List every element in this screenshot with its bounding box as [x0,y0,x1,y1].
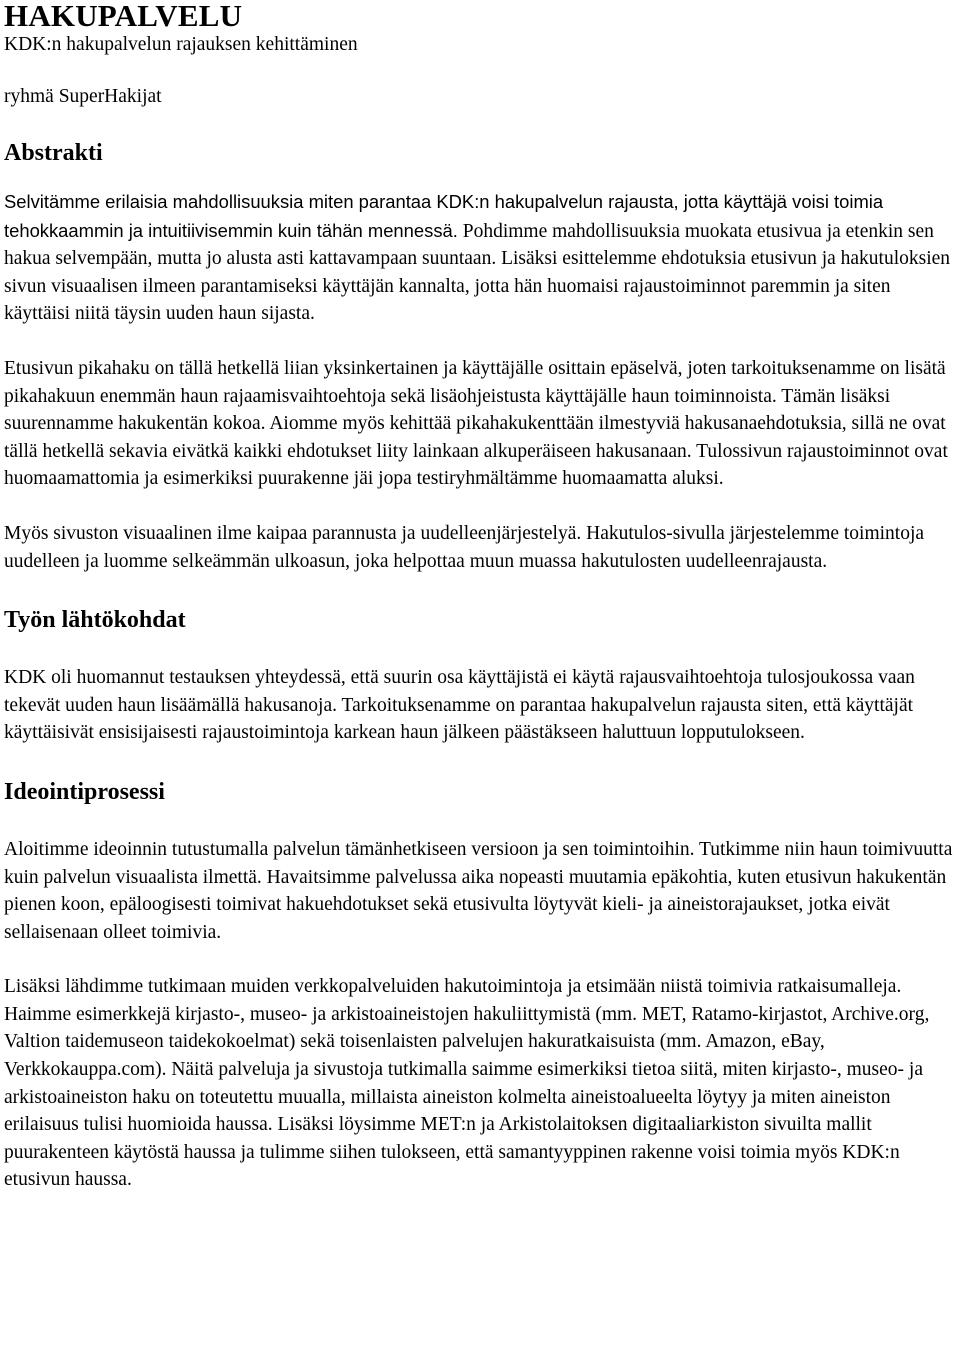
document-subtitle: KDK:n hakupalvelun rajauksen kehittäminen [4,34,358,55]
section-heading-ideation: Ideointiprosessi [4,778,165,805]
ideation-paragraph: Lisäksi lähdimme tutkimaan muiden verkkopalveluiden hakutoimintoja ja etsimään niistä toimivia ratkaisumalleja. Haimme esimerkkejä kirjasto-, museo- ja arkistoaineistojen hakuliittymistä (mm. MET, Ratamo-kirjastot, Archive.org, Valtion taidemuseon taidekokoelmat) sekä toisenlaisten palvelujen hakuratkaisuista (mm. Amazon, eBay, Verkkokauppa.com). Näitä palveluja ja sivustoja tutkimalla saimme esimerkiksi tietoa siitä, miten kirjasto-, museo- ja arkistoaineiston haku on toteutettu muualla, millaista aineiston kolmelta aineistoalueelta löytyy ja miten aineiston erilaisuus tulisi huomioida haussa. Lisäksi löysimme MET:n ja Arkistolaitoksen digitaaliarkiston sivuilta mallit puurakenteen käytöstä haussa ja tulimme siihen tulokseen, että samantyyppinen rakenne voisi toimia myös KDK:n etusivun haussa. [4,976,930,1191]
abstract-paragraph: Etusivun pikahaku on tällä hetkellä liian yksinkertainen ja käyttäjälle osittain epäselvä, joten tarkoituksenamme on lisätä pikahakuun enemmän haun rajaamisvaihtoehtoja sekä lisäohjeistusta käyttäjälle haun toiminnoista. Tämän lisäksi suurennamme hakukentän kokoa. Aiomme myös kehittää pikahakukenttään ilmestyviä hakusanaehdotuksia, sillä ne ovat tällä hetkellä sekavia eivätkä kaikki ehdotukset liity lainkaan alkuperäiseen hakusanaan. Tulossivun rajaustoiminnot ovat huomaamattomia ja esimerkiksi puurakenne jäi jopa testiryhmältämme huomaamatta aluksi. [4,357,948,490]
starting-points-paragraph: KDK oli huomannut testauksen yhteydessä, että suurin osa käyttäjistä ei käytä rajausvaihtoehtoja tulosjoukossa vaan tekevät uuden haun lisäämällä hakusanoja. Tarkoituksenamme on parantaa hakupalvelun rajausta siten, että käyttäjät käyttäisivät ensisijaisesti rajaustoimintoja karkean haun jälkeen päästäkseen haluttuun lopputulokseen. [4,667,915,744]
abstract-paragraph-serif-part: Pohdimme mahdollisuuksia muokata etusivua ja etenkin sen hakua selvempään, mutta jo alusta asti kattavampaan suuntaan. Lisäksi esittelemme ehdotuksia etusivun ja hakutuloksien sivun visuaalisen ilmeen parantamiseksi käyttäjän kannalta, jotta hän huomaisi rajaustoiminnot paremmin ja siten käyttäisi niitä täysin uuden haun sijasta. [4,220,951,325]
group-name: ryhmä SuperHakijat [4,86,162,107]
abstract-paragraph-sans-part: Selvitämme erilaisia mahdollisuuksia miten parantaa KDK:n hakupalvelun rajausta, jotta käyttäjä voisi toimia tehokkaammin ja intuitiivisemmin kuin tähän mennessä. [4,191,884,241]
abstract-paragraph [4,188,956,328]
ideation-paragraph: Aloitimme ideoinnin tutustumalla palvelun tämänhetkiseen versioon ja sen toimintoihin. Tutkimme niin haun toimivuutta kuin palvelun visuaalista ilmettä. Havaitsimme palvelussa aika nopeasti muutamia epäkohtia, kuten etusivun hakukentän pienen koon, epäloogisesti toimivat hakuehdotukset sekä etusivulta löytyvät kieli- ja aineistorajaukset, jotka eivät sellaisenaan olleet toimivia. [4,838,953,943]
document-page [4,0,956,1194]
document-title: HAKUPALVELU [4,0,243,33]
section-heading-abstract: Abstrakti [4,140,103,166]
abstract-paragraph: Myös sivuston visuaalinen ilme kaipaa parannusta ja uudelleenjärjestelyä. Hakutulos-sivulla järjestelemme toimintoja uudelleen ja luomme selkeämmän ulkoasun, joka helpottaa muun muassa hakutulosten uudelleenrajausta. [4,522,925,572]
section-heading-starting-points: Työn lähtökohdat [4,607,186,634]
